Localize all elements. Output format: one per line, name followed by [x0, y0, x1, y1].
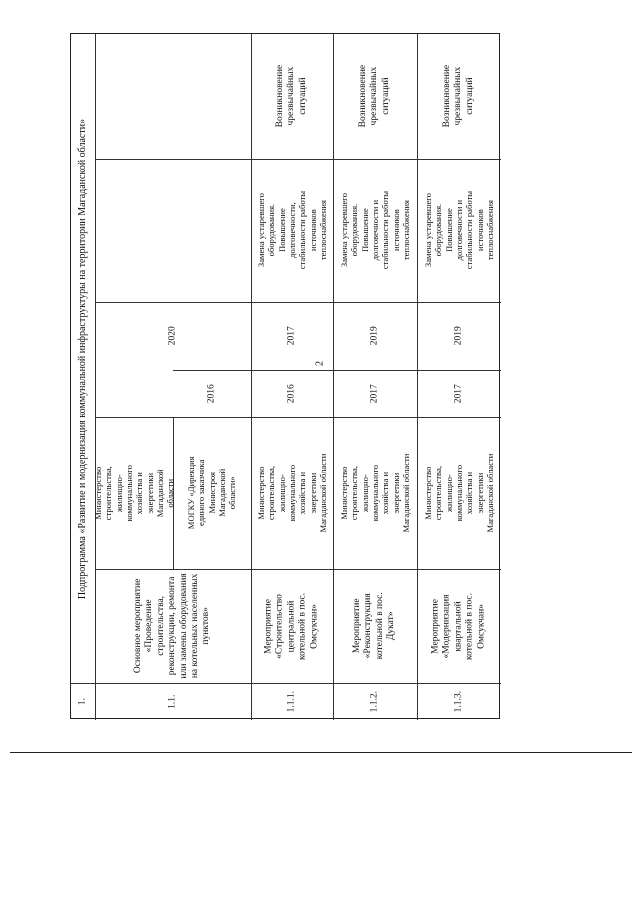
row-start-year: 2017	[369, 383, 380, 403]
page-separator-line	[10, 752, 632, 753]
section-title: Подпрограмма «Развитие и модернизация коммунальной инфраструктуры на территории Магаданской области»	[77, 118, 89, 599]
row-number: 1.1.1.	[286, 690, 297, 713]
row-executor: Министерство строительства, жилищно-коммунального хозяйства и энергетики Магаданской области	[338, 453, 411, 533]
row-result: Замена устаревшего оборудования. Повышение долговечности и стабильности работы источников теплоснабжения	[338, 191, 411, 270]
row-number: 1.1.3.	[453, 690, 464, 713]
main-activity-name: Основное мероприятие «Проведение строительства, реконструкции, ремонта или замены оборудования на котельных населенных пунктов»	[133, 573, 212, 679]
row-name: Мероприятие «Строительство центральной котельной в пос. Омсукчан»	[263, 592, 320, 660]
main-activity-end-year: 2020	[167, 326, 178, 346]
row-end-year: 2017	[286, 326, 297, 346]
row-end-year: 2019	[369, 326, 380, 346]
row-number: 1.1.2.	[369, 690, 380, 713]
row-start-year: 2016	[286, 383, 297, 403]
row-name: Мероприятие «Реконструкция котельной в пос. Дукат»	[352, 592, 397, 660]
row-result: Замена устаревшего оборудования. Повышение долговечности, стабильности работы источников теплоснабжения	[255, 191, 328, 270]
row-executor: Министерство строительства, жилищно-коммунального хозяйства и энергетики Магаданской области	[422, 453, 495, 533]
section-number: 1.	[77, 697, 88, 706]
row-risk: Возникновение чрезвычайных ситуаций	[441, 65, 475, 128]
main-activity-number: 1.1.	[167, 694, 178, 709]
row-result: Замена устаревшего оборудования. Повышение долговечности и стабильности работы источников теплоснабжения	[422, 191, 495, 270]
main-activity-start-year: 2016	[206, 383, 217, 403]
main-activity-executor-2: МОГКУ «Дирекция единого заказчика Министроя Магаданской области»	[186, 456, 238, 530]
program-table	[70, 33, 500, 719]
row-start-year: 2017	[453, 383, 464, 403]
row-name: Мероприятие «Модернизация квартальной котельной в пос. Омсукчан»	[430, 592, 487, 660]
main-activity-executor-1: Министерство строительства, жилищно-коммунального хозяйства и энергетики Магаданской области	[92, 464, 175, 522]
page-number: 2	[314, 361, 326, 366]
row-executor: Министерство строительства, жилищно-коммунального хозяйства и энергетики Магаданской области	[255, 453, 328, 533]
row-risk: Возникновение чрезвычайных ситуаций	[357, 65, 391, 128]
row-end-year: 2019	[453, 326, 464, 346]
row-risk: Возникновение чрезвычайных ситуаций	[274, 65, 308, 128]
